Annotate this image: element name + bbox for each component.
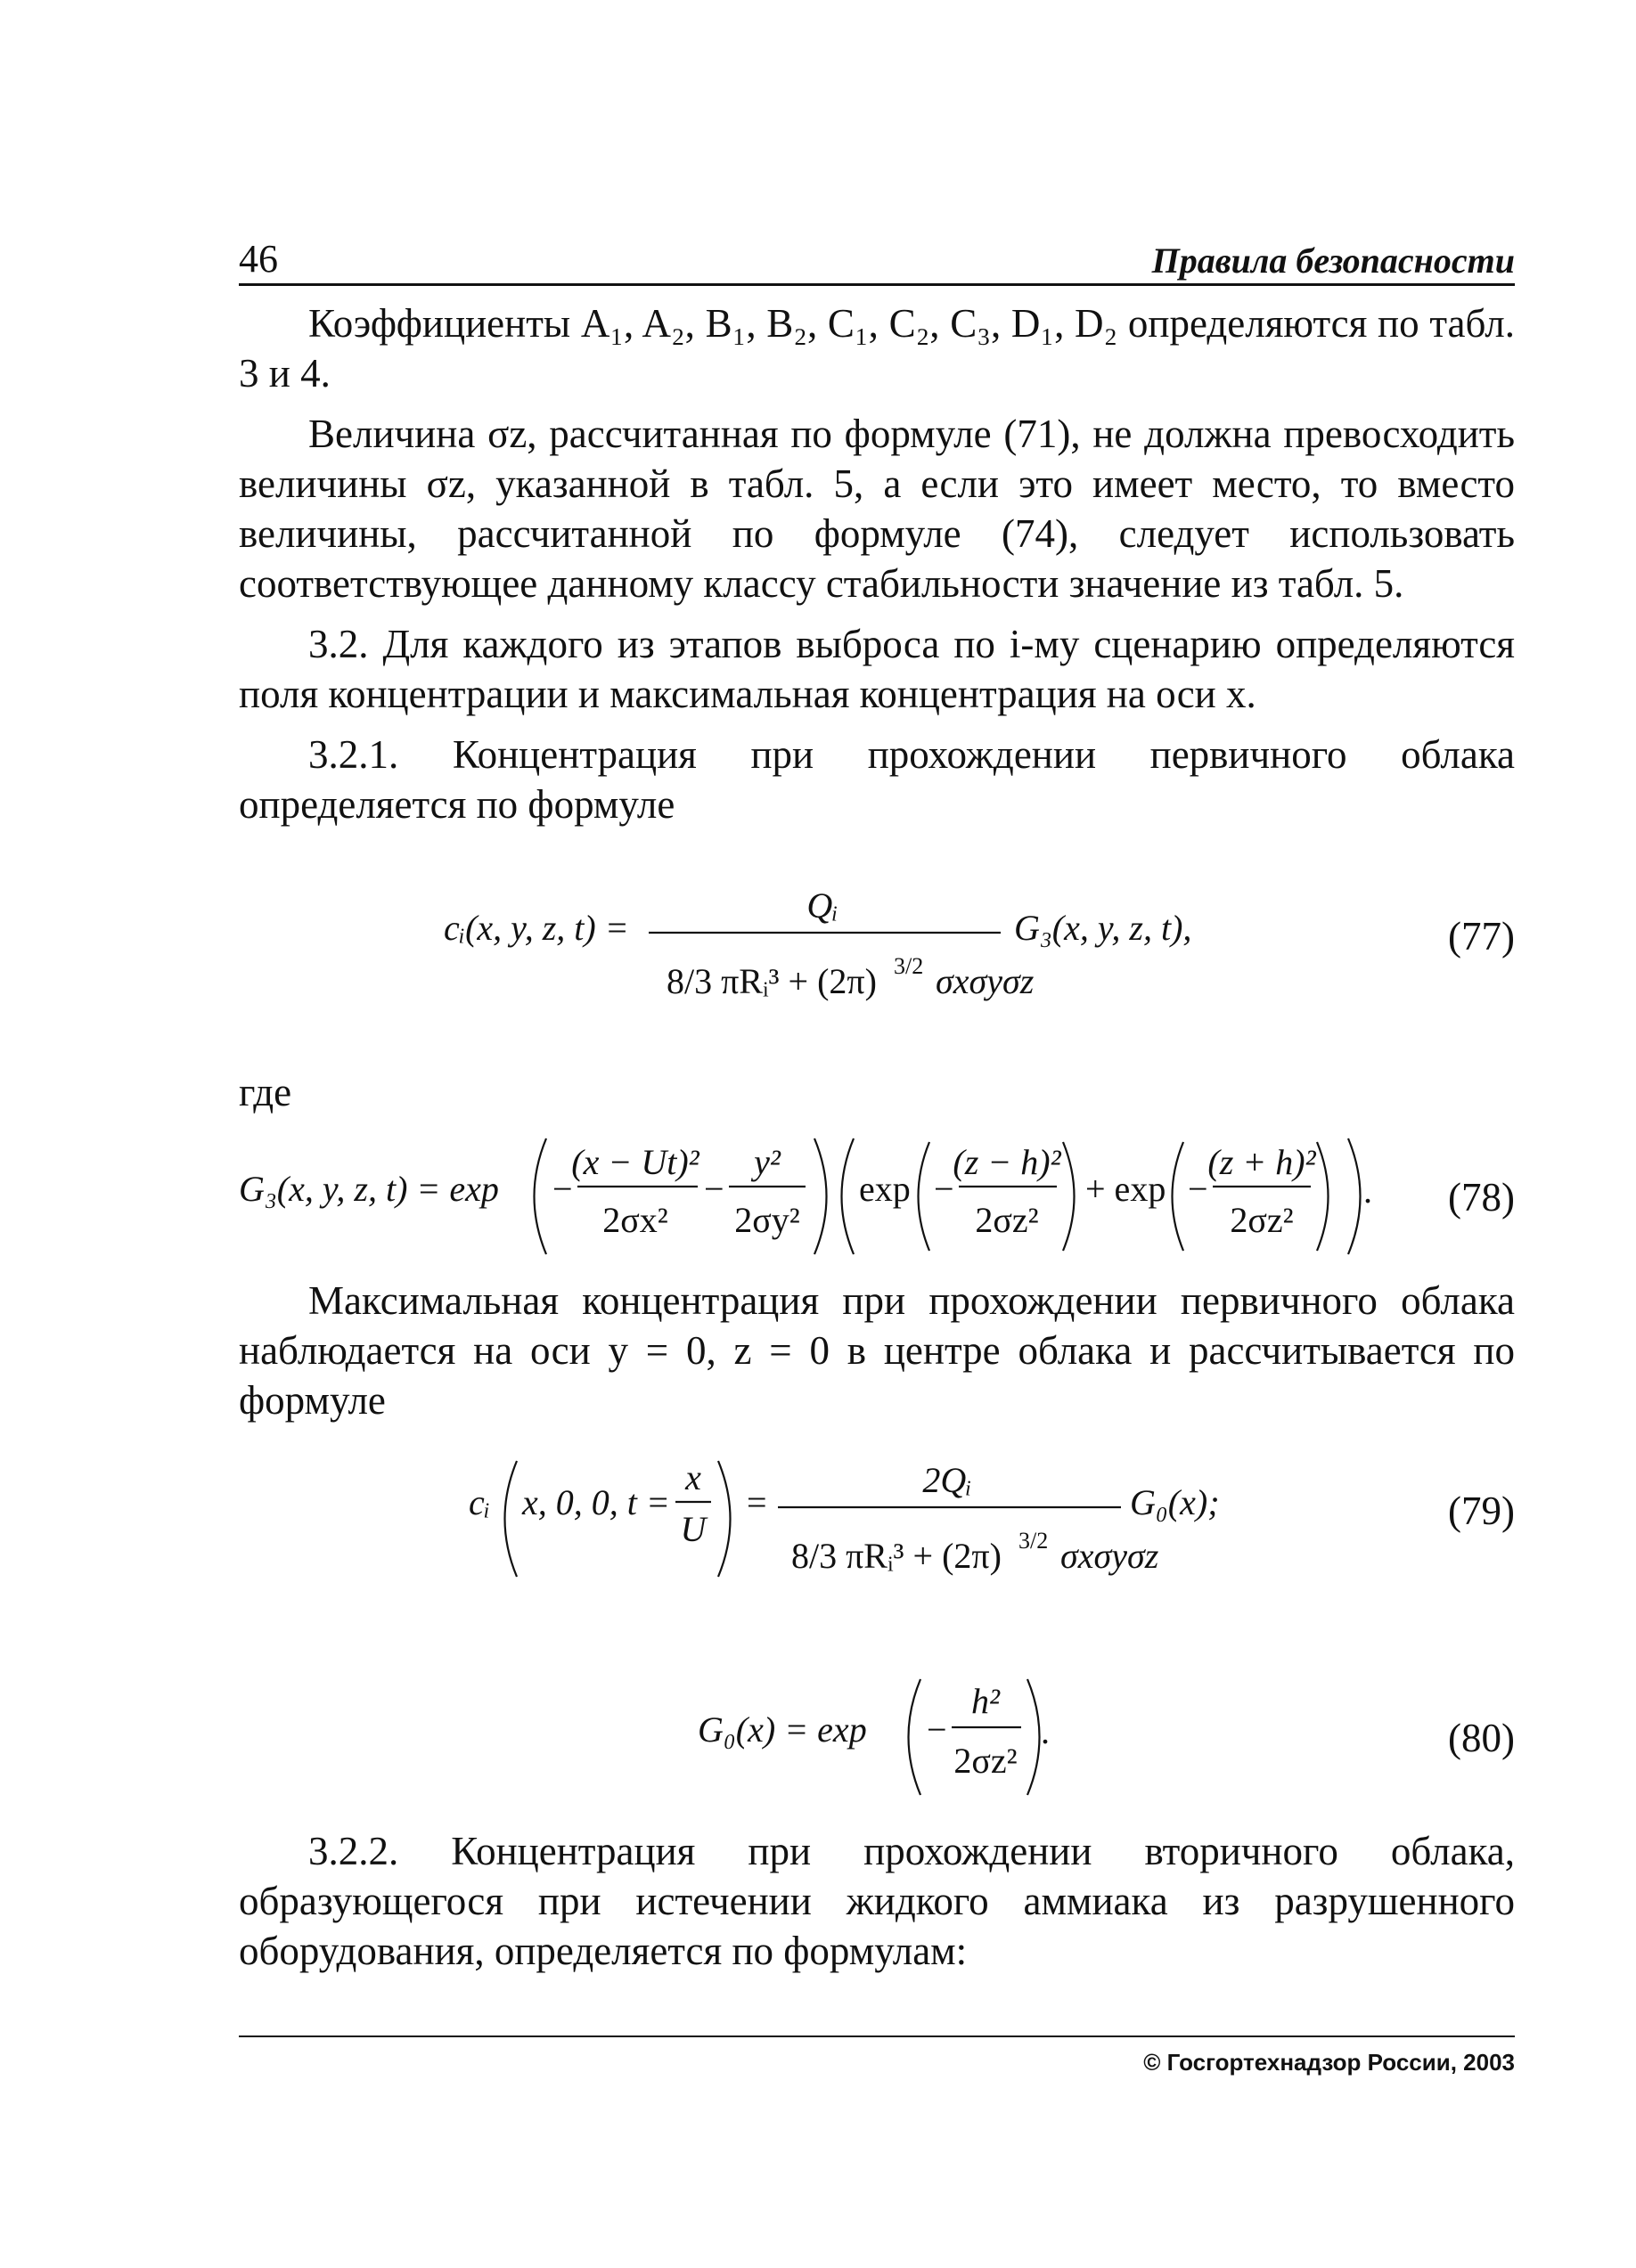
eq80-numerator: h² [971,1681,1000,1721]
equation-80 [239,1670,1515,1804]
paragraph-max-concentration: Максимальная концентрация при прохождении первичного облака наблюдается на оси y = 0, z = 0 в центре облака и рассчитывается по формуле [239,1278,1515,1423]
eq79-u: U [680,1509,707,1549]
eq78-term2-denominator: 2σy² [734,1200,800,1240]
equation-78 [239,1130,1515,1263]
equation-79 [239,1452,1515,1648]
equation-78-graphic [239,1130,1515,1263]
eq77-numerator: Qᵢ [806,885,838,926]
eq77-denominator: 8/3 πRᵢ³ + (2π) [667,961,877,1001]
eq77-rhs: G₃(x, y, z, t), [1014,908,1192,948]
paragraph-3-2-1: 3.2.1. Концентрация при прохождении первичного облака определяется по формуле [239,732,1515,827]
eq77-lhs: cᵢ(x, y, z, t) = [444,908,629,948]
eq78-term1-denominator: 2σx² [602,1200,668,1240]
paragraph-coefficients: Коэффициенты A₁, A₂, B₁, B₂, C₁, C₂, C₃, D₁, D₂ определяются по табл. 3 и 4. [239,301,1515,396]
eq78-term3-denominator: 2σz² [975,1200,1039,1240]
eq78-paren-right-1 [814,1138,827,1254]
eq78-paren-left-1 [535,1138,547,1254]
eq79-rhs: G₀(x); [1130,1482,1220,1522]
eq79-denominator: 8/3 πRᵢ³ + (2π) [791,1536,1002,1576]
eq79-denominator-sigmas: σxσyσz [1060,1536,1159,1576]
eq78-paren-right-2 [1348,1138,1361,1254]
svg-text:−: − [552,1169,573,1209]
equation-77 [239,877,1515,1073]
equation-77-graphic [239,877,1515,1073]
page-number: 46 [239,237,278,281]
eq77-denominator-exponent: 3/2 [894,953,924,979]
eq78-term1-numerator: (x − Ut)² [571,1142,699,1182]
eq80-lhs: G₀(x) = exp [698,1709,867,1750]
running-title: Правила безопасности [1151,241,1515,281]
eq77-number: (77) [1448,914,1515,959]
eq79-args: x, 0, 0, t = [522,1482,670,1522]
secondary-cloud-text [239,1826,1515,1976]
page-header [239,230,1515,286]
svg-text:−: − [1188,1169,1208,1209]
eq77-denominator-sigmas: σxσyσz [936,961,1035,1001]
eq78-lhs: G₃(x, y, z, t) = exp [239,1169,499,1209]
svg-text:−: − [934,1169,954,1209]
copyright: © Госгортехнадзор России, 2003 [1143,2049,1515,2076]
eq79-number: (79) [1448,1489,1515,1533]
eq78-plus-exp: + exp [1085,1169,1166,1209]
eq79-lhs: cᵢ [469,1482,491,1522]
eq80-number: (80) [1448,1716,1515,1760]
eq78-term4-denominator: 2σz² [1230,1200,1294,1240]
eq78-term3-numerator: (z − h)² [953,1142,1061,1182]
eq78-paren-left-2 [842,1138,855,1254]
eq79-x: x [685,1457,701,1497]
intro-text [239,298,1515,829]
eq78-exp-word: exp [859,1169,911,1209]
eq78-term4-numerator: (z + h)² [1207,1142,1316,1182]
max-concentration-text [239,1276,1515,1425]
eq78-term2-numerator: y² [754,1142,781,1182]
svg-text:.: . [1041,1711,1050,1751]
footer-rule [239,2035,1515,2037]
svg-text:−: − [704,1169,724,1209]
where-label: где [239,1070,292,1114]
eq80-denominator: 2σz² [953,1741,1018,1781]
eq79-denominator-exponent: 3/2 [1018,1528,1049,1554]
paragraph-3-2-2: 3.2.2. Концентрация при прохождении вторичного облака, образующегося при истечении жидкого аммиака из разрушенного оборудования, определяется по формулам: [239,1829,1515,1973]
eq79-numerator: 2Qᵢ [922,1460,972,1500]
paragraph-sigma-z: Величина σz, рассчитанная по формуле (71), не должна превосходить величины σz, указанной в табл. 5, а если это имеет место, то вместо величины, рассчитанной по формуле (74), следует использовать соответствующее данному классу стабильности значение из табл. 5. [239,412,1515,606]
svg-text:=: = [747,1482,767,1522]
paragraph-3-2: 3.2. Для каждого из этапов выброса по i-му сценарию определяются поля концентрации и максимальная концентрация на оси x. [239,622,1515,716]
svg-text:.: . [1363,1171,1372,1211]
eq78-number: (78) [1448,1175,1515,1220]
equation-80-graphic [239,1670,1515,1804]
equation-79-graphic [239,1452,1515,1648]
svg-text:−: − [927,1709,947,1750]
